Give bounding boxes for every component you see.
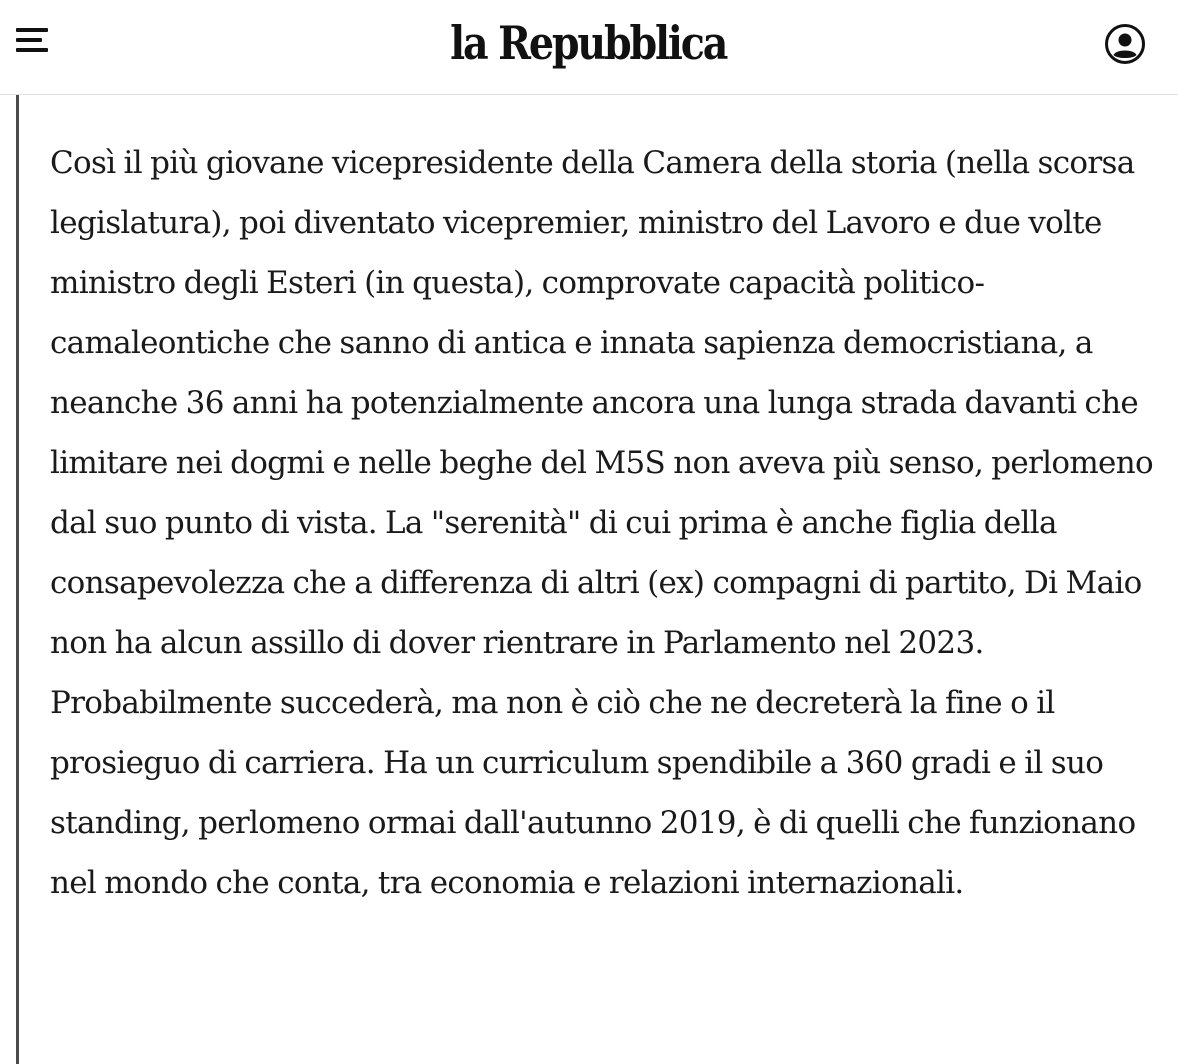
article-paragraph: Così il più giovane vicepresidente della Camera della storia (nella scorsa legislatura), poi diventato vicepremier, ministro del Lavoro e due volte ministro degli Esteri (in questa), comprovate capacità politico-camaleontiche che sanno di antica e innata sapienza democristiana, a neanche 36 anni ha potenzialmente ancora una lunga strada davanti che limitare nei dogmi e nelle beghe del M5S non aveva più senso, perlomeno dal suo punto di vista. La "serenità" di cui prima è anche figlia della consapevolezza che a differenza di altri (ex) compagni di partito, Di Maio non ha alcun assillo di dover rientrare in Parlamento nel 2023. Probabilmente succederà, ma non è ciò che ne decreterà la fine o il prosieguo di carriera. Ha un curriculum spendibile a 360 gradi e il suo standing, perlomeno ormai dall'autunno 2019, è di quelli che funzionano nel mondo che conta, tra economia e relazioni internazionali. <box>50 145 1153 901</box>
site-header <box>0 0 1178 95</box>
account-button[interactable] <box>1104 23 1146 65</box>
menu-button[interactable] <box>14 26 50 56</box>
user-account-icon <box>1104 23 1146 65</box>
article-quote-block <box>16 95 1178 1064</box>
site-logo[interactable]: la Repubblica <box>450 16 727 70</box>
